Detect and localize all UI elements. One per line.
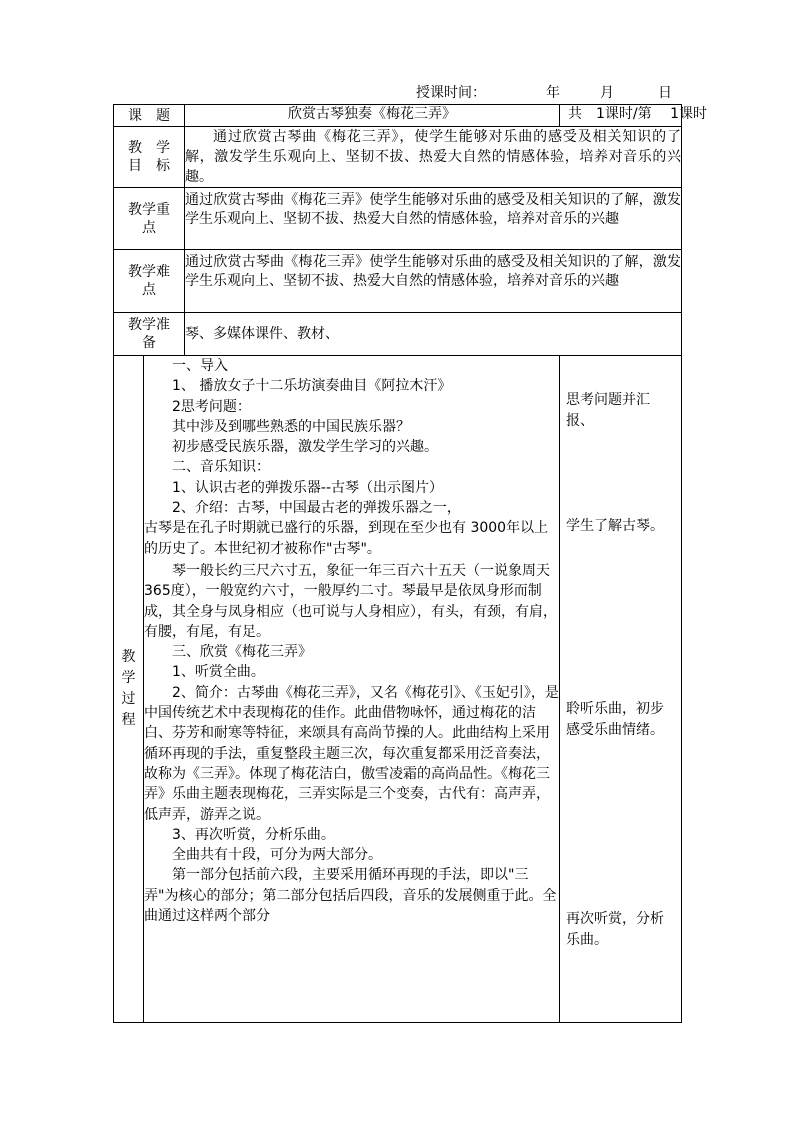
process-row	[114, 356, 682, 1023]
preparation-text: 琴、多媒体课件、教材、	[185, 313, 682, 356]
key-point-text: 通过欣赏古琴曲《梅花三弄》使学生能够对乐曲的感受及相关知识的了解，激发学生乐观向上、坚韧不拔、热爱大自然的情感体验，培养对音乐的兴趣	[185, 188, 682, 250]
goal-text: 通过欣赏古琴曲《梅花三弄》，使学生能够对乐曲的感受及相关知识的了解，激发学生乐观向上、坚韧不拔、热爱大自然的情感体验，培养对音乐的兴趣。	[185, 127, 682, 188]
process-content	[144, 356, 560, 1023]
key-point-label-line2: 点	[142, 219, 156, 236]
process-paragraph: 2、介绍：古琴，中国最古老的弹拨乐器之一，	[172, 500, 461, 517]
preparation-row	[114, 313, 682, 356]
process-paragraph: 初步感受民族乐器，激发学生学习的兴趣。	[172, 439, 438, 456]
process-paragraph: 三、欣赏《梅花三弄》	[172, 644, 312, 661]
student-activity-note: 聆听乐曲，初步感受乐曲情绪。	[566, 701, 664, 738]
process-label-char-1: 教	[121, 649, 136, 665]
process-paragraph: 古琴是在孔子时期就已盛行的乐器，到现在至少也有 3000年以上的历史了。本世纪初才被称作"古琴"。	[144, 520, 549, 557]
process-label	[114, 356, 144, 1023]
process-paragraph: 2思考问题：	[172, 398, 251, 415]
student-activity-column	[560, 356, 682, 1023]
goal-label-line2: 目 标	[128, 158, 170, 174]
student-activity-note: 再次听赏，分析乐曲。	[566, 911, 664, 948]
difficulty-label	[114, 250, 185, 313]
goal-label-line1: 教 学	[128, 140, 170, 156]
preparation-label	[114, 313, 185, 356]
process-paragraph: 其中涉及到哪些熟悉的中国民族乐器？	[172, 418, 410, 435]
process-label-char-4: 程	[121, 712, 136, 728]
process-paragraph: 琴一般长约三尺六寸五，象征一年三百六十五天（一说象周天 365度），一般宽约六寸，一般厚约二寸。琴最早是依凤身形而制成，其全身与凤身相应（也可说与人身相应），有头，有颈，有肩，有腰，有尾，有足。	[144, 562, 557, 640]
year-label: 年	[546, 85, 560, 101]
process-paragraph: 1、认识古老的弹拨乐器--古琴（出示图片）	[172, 479, 444, 496]
process-paragraph: 二、音乐知识：	[172, 459, 270, 476]
process-label-char-3: 过	[121, 691, 136, 707]
class-hours: 共 1课时/第 1课时	[560, 105, 682, 127]
goal-row	[114, 127, 682, 188]
student-activity-note: 思考问题并汇报、	[566, 392, 650, 429]
difficulty-label-line1: 教学难	[128, 264, 170, 280]
process-paragraph: 全曲共有十段，可分为两大部分。	[172, 847, 382, 864]
process-paragraph: 2、简介：古琴曲《梅花三弄》，又名《梅花引》、《玉妃引》，是中国传统艺术中表现梅花的佳作。此曲借物咏怀，通过梅花的洁白、芬芳和耐寒等特征，来颂具有高尚节操的人。此曲结构上采用循环再现的手法，重复整段主题三次，每次重复都采用泛音奏法，故称为《三弄》。体现了梅花洁白，傲雪凌霜的高尚品性。《梅花三弄》乐曲主题表现梅花，三弄实际是三个变奏，古代有：高声弄，低声弄，游弄之说。	[144, 684, 559, 823]
process-paragraph: 一、导入	[172, 358, 228, 374]
topic-row	[114, 105, 682, 127]
lesson-plan-table	[113, 104, 707, 1023]
topic-label: 课 题	[114, 105, 185, 127]
topic-title: 欣赏古琴独奏《梅花三弄》	[185, 105, 560, 127]
key-point-label	[114, 188, 185, 250]
day-label: 日	[658, 85, 672, 101]
process-paragraph: 第一部分包括前六段，主要采用循环再现的手法，即以"三弄"为核心的部分；第二部分包括后四段，音乐的发展侧重于此。全曲通过这样两个部分	[144, 867, 557, 925]
goal-label	[114, 127, 185, 188]
process-label-char-2: 学	[121, 670, 136, 686]
process-paragraph: 3、再次听赏，分析乐曲。	[172, 826, 335, 843]
preparation-label-line1: 教学准	[128, 317, 170, 333]
student-activity-note: 学生了解古琴。	[566, 518, 664, 534]
process-paragraph: 1、听赏全曲。	[172, 664, 265, 681]
key-point-label-line1: 教学重	[128, 201, 170, 218]
process-paragraph: 1、 播放女子十二乐坊演奏曲目《阿拉木汗》	[172, 378, 452, 395]
difficulty-text: 通过欣赏古琴曲《梅花三弄》使学生能够对乐曲的感受及相关知识的了解，激发学生乐观向上、坚韧不拔、热爱大自然的情感体验，培养对音乐的兴趣	[185, 250, 682, 313]
preparation-label-line2: 备	[142, 335, 156, 351]
key-point-row	[114, 188, 682, 250]
date-label: 授课时间：	[416, 85, 486, 101]
difficulty-row	[114, 250, 682, 313]
difficulty-label-line2: 点	[142, 282, 156, 298]
month-label: 月	[600, 85, 614, 101]
